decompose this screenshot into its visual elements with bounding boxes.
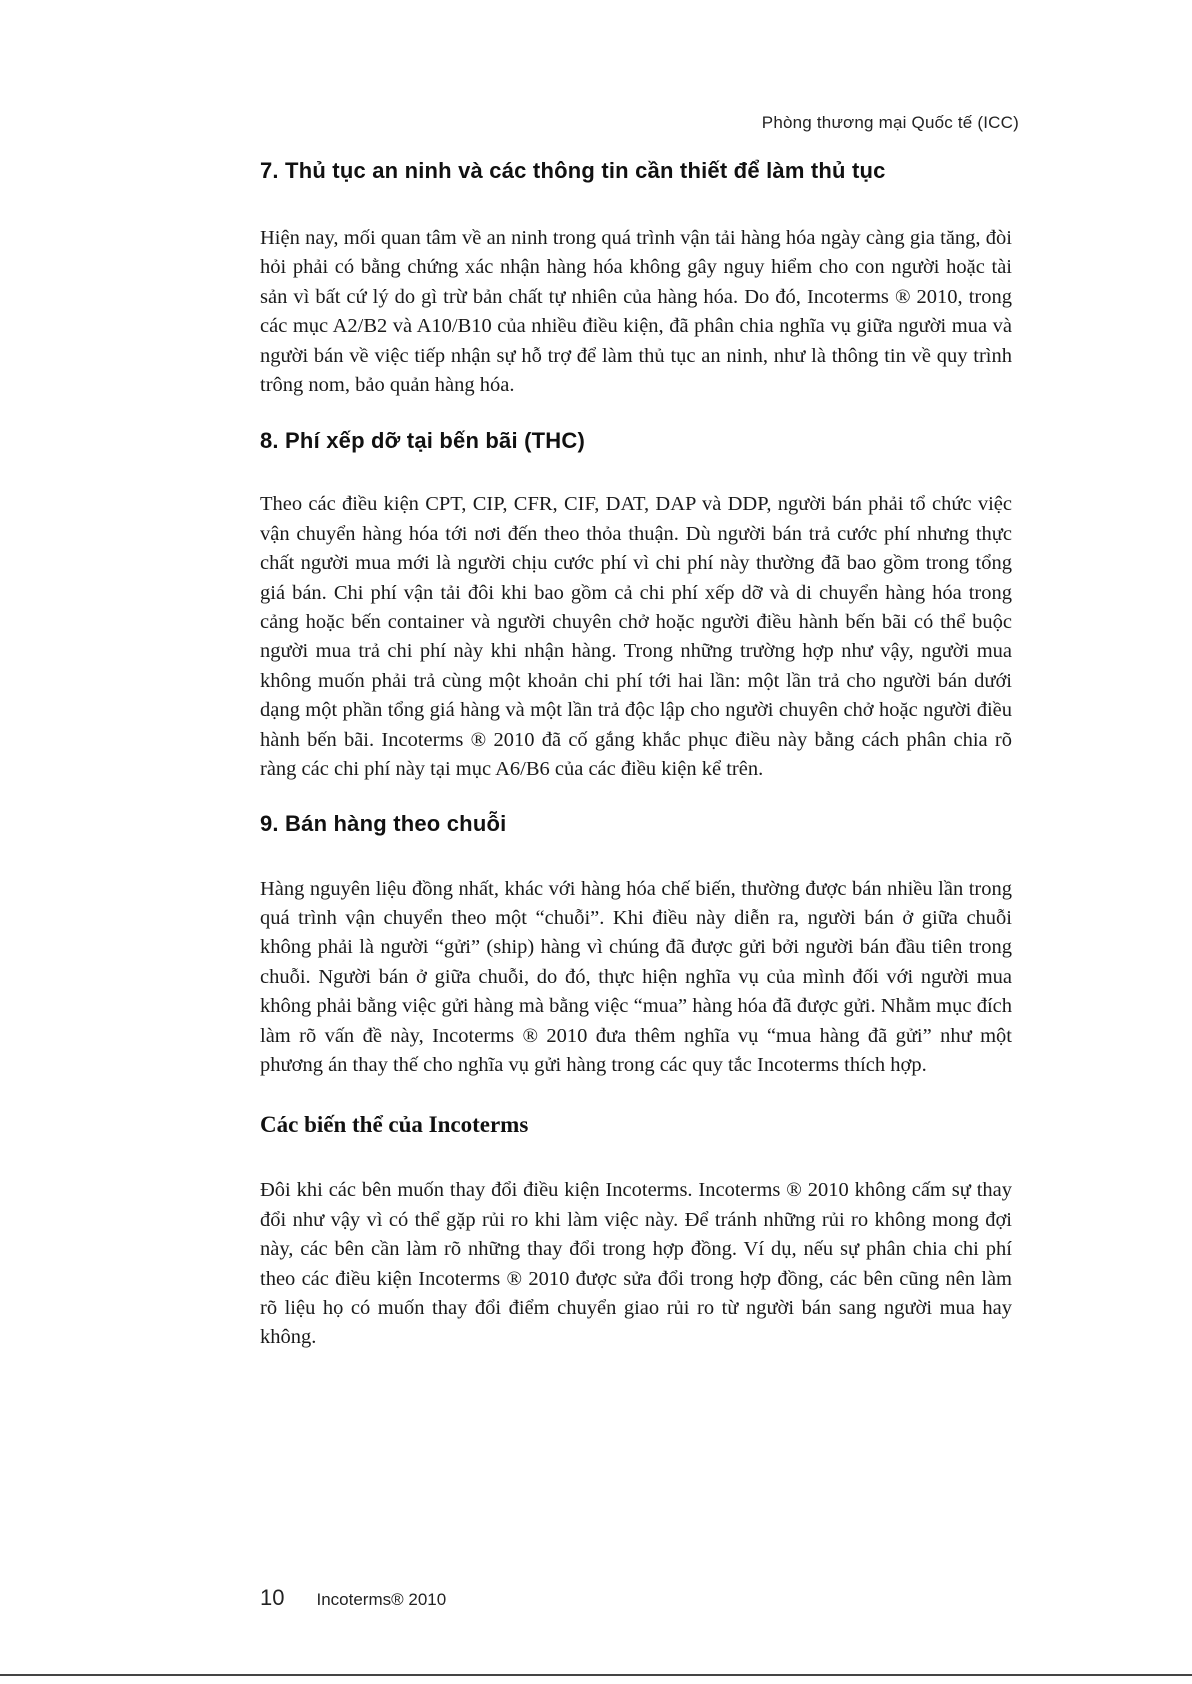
section-paragraph: Đôi khi các bên muốn thay đổi điều kiện Incoterms. Incoterms ® 2010 không cấm sự thay đổi như vậy vì có thể gặp rủi ro khi làm việc này. Để tránh những rủi ro không mong đợi này, các bên cần làm rõ những thay đổi trong hợp đồng. Ví dụ, nếu sự phân chia chi phí theo các điều kiện Incoterms ® 2010 được sửa đổi trong hợp đồng, các bên cũng nên làm rõ liệu họ có muốn thay đổi điểm chuyển giao rủi ro từ người bán sang người mua hay không. xyxy=(260,1179,1012,1349)
section-paragraph: Theo các điều kiện CPT, CIP, CFR, CIF, DAT, DAP và DDP, người bán phải tổ chức việc vận chuyển hàng hóa tới nơi đến theo thỏa thuận. Dù người bán trả cước phí nhưng thực chất người mua mới là người chịu cước phí vì chi phí này thường đã bao gồm trong tổng giá bán. Chi phí vận tải đôi khi bao gồm cả chi phí xếp dỡ và di chuyển hàng hóa trong cảng hoặc bến container và người chuyên chở hoặc người điều hành bến bãi có thể buộc người mua trả chi phí này khi nhận hàng. Trong những trường hợp như vậy, người mua không muốn phải trả cùng một khoản chi phí tới hai lần: một lần trả cho người bán dưới dạng một phần tổng giá hàng và một lần trả độc lập cho người chuyên chở hoặc người điều hành bến bãi. Incoterms ® 2010 đã cố gắng khắc phục điều này bằng cách phân chia rõ ràng các chi phí này tại mục A6/B6 của các điều kiện kể trên. xyxy=(260,493,1012,781)
section-paragraph: Hiện nay, mối quan tâm về an ninh trong quá trình vận tải hàng hóa ngày càng gia tăng, đòi hỏi phải có bằng chứng xác nhận hàng hóa không gây nguy hiểm cho con người hoặc tài sản vì bất cứ lý do gì trừ bản chất tự nhiên của hàng hóa. Do đó, Incoterms ® 2010, trong các mục A2/B2 và A10/B10 của nhiều điều kiện, đã phân chia nghĩa vụ giữa người mua và người bán về việc tiếp nhận sự hỗ trợ để làm thủ tục an ninh, như là thông tin về quy trình trông nom, bảo quản hàng hóa. xyxy=(260,227,1012,397)
section-security-procedures xyxy=(260,158,1012,400)
page-footer xyxy=(260,1585,446,1611)
page-content xyxy=(260,158,1012,1353)
footer-book-title: Incoterms® 2010 xyxy=(316,1590,447,1609)
section-heading: Các biến thể của Incoterms xyxy=(260,1112,529,1138)
section-heading: 8. Phí xếp dỡ tại bến bãi (THC) xyxy=(260,428,585,454)
section-incoterms-variants xyxy=(260,1112,1012,1352)
running-header: Phòng thương mại Quốc tế (ICC) xyxy=(761,113,1019,132)
section-paragraph: Hàng nguyên liệu đồng nhất, khác với hàng hóa chế biến, thường được bán nhiều lần trong quá trình vận chuyển theo một “chuỗi”. Khi điều này diễn ra, người bán ở giữa chuỗi không phải là người “gửi” (ship) hàng vì chúng đã được gửi bởi người bán đầu tiên trong chuỗi. Người bán ở giữa chuỗi, do đó, thực hiện nghĩa vụ của mình đối với người mua không phải bằng việc gửi hàng mà bằng việc “mua” hàng hóa đã được gửi. Nhằm mục đích làm rõ vấn đề này, Incoterms ® 2010 đưa thêm nghĩa vụ “mua hàng đã gửi” như một phương án thay thế cho nghĩa vụ gửi hàng trong các quy tắc Incoterms thích hợp. xyxy=(260,877,1012,1076)
section-terminal-handling-charges xyxy=(260,428,1012,784)
section-string-sales xyxy=(260,811,1012,1081)
bottom-divider xyxy=(0,1674,1192,1676)
section-heading: 9. Bán hàng theo chuỗi xyxy=(260,810,507,836)
page-number: 10 xyxy=(260,1585,285,1610)
section-heading: 7. Thủ tục an ninh và các thông tin cần thiết để làm thủ tục xyxy=(260,158,886,183)
